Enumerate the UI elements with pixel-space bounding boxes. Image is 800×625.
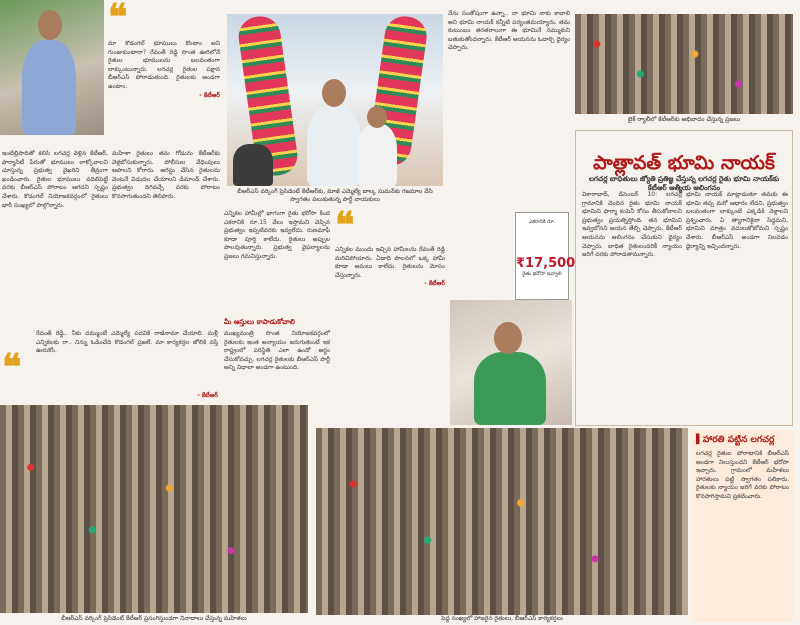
- quote-mark-icon: ❝: [108, 0, 128, 38]
- bullet-icon: ▌: [696, 435, 703, 445]
- middle-subheading: మీ ఆస్తులు కాపాడుకోవాలి: [224, 318, 295, 326]
- feature-headline: పాత్లావత్ భూమి నాయక్: [593, 152, 775, 174]
- quote-1-attribution: - కేటీఆర్: [199, 91, 220, 99]
- column-1-text: ఇంటిల్లిపాదితో కలిసి లగచర్ల వెళ్లిన కేటీఆర్, ఫార్మాసిటీ పేరుతో భూములు లాక్కోవాలని చూస్తున్న ప్రభుత్వ వైఖరిని తీవ్రంగా ఖండించారు. రైతుల భూములు వదిలిపెట్టే వరకు బీఆర్ఎస్ పోరాటం ఆగదని స్పష్టం చేశారు. కొడంగల్ నియోజకవర్గంలో రైతులు భారీ సంఖ్యలో పాల్గొన్నారు.: [2, 150, 108, 209]
- photo-farmers-crowd: [316, 428, 688, 615]
- column-2-text: మహిళా రైతులు తమ గోడును కేటీఆర్‌కు వెళ్లబోసుకున్నారు. పోలీసుల వేధింపులు ఆపాలని కోరారు. అరెస్టు చేసిన రైతులను వెంటనే విడుదల చేయాలని డిమాండ్ చేశారు. ప్రభుత్వం దిగివచ్చే వరకు పోరాటం కొనసాగుతుందని తెలిపారు.: [112, 150, 220, 200]
- sidebox-title: ▌హారతి పట్టిన లగచర్ల: [696, 435, 775, 445]
- caption-garland: బీఆర్ఎస్ వర్కింగ్ ప్రెసిడెంట్ కేటీఆర్‌కు, మాజీ ఎమ్మెల్యే బాల్క సుమన్‌కు గజమాల వేసి స్వాగతం పలుకుతున్న పార్టీ నాయకులు: [237, 188, 433, 203]
- placard-line-1: ఎకరానికి రూ.: [528, 219, 556, 225]
- quote-mark-icon: ❝: [335, 204, 355, 246]
- quote-block-3: [2, 330, 220, 402]
- feature-column-1: వికారాబాద్, డిసెంబర్ 10: లగచర్ల గ్రామానికి చెందిన రైతు భూమి నాయక్ భూమిని ఫార్మా కంపెనీ కోసం తీసుకోవాలని ప్రభుత్వం ప్రయత్నిస్తోంది. తన భూమిని ఇవ్వబోనని ఆయన తేల్చి చెప్పారు. కేటీఆర్ ఆయనను ఆలింగనం చేసుకుని ధైర్యం చెప్పారు. బాధిత రైతులందరికీ న్యాయం జరిగే వరకు పోరాడతామన్నారు.: [582, 191, 682, 259]
- caption-top-left: [2, 137, 102, 147]
- caption-bike-rally: బైక్ ర్యాలీలో కేటీఆర్‌కు అభివాదం చేస్తున్న ప్రజలు: [627, 116, 741, 123]
- column-4-text: ముఖ్యమంత్రి సొంత నియోజకవర్గంలో రైతులకు ఇంత అన్యాయం జరుగుతుంటే ఇక రాష్ట్రంలో పరిస్థితి ఎలా ఉందో అర్థం చేసుకోవచ్చు. లగచర్ల రైతులకు బీఆర్ఎస్ పార్టీ అన్ని విధాలా అండగా ఉంటుంది.: [224, 330, 330, 372]
- photo-women-crowd: [0, 405, 308, 613]
- placard-rythu-bharosa: [515, 212, 576, 300]
- sidebox-body: లగచర్ల రైతుల పోరాటానికి బీఆర్ఎస్ అండగా నిలుస్తుందని కేటీఆర్ భరోసా ఇచ్చారు. గ్రామంలో మహిళలు హారతులు పట్టి స్వాగతం పలికారు. రైతులకు న్యాయం జరిగే వరకు పోరాటం కొనసాగిస్తామని ప్రకటించారు.: [696, 450, 789, 500]
- photo-ktr-speaking: [450, 300, 572, 425]
- feature-subheading: లగచర్ల బాధితులు జ్యోతి ప్రతిజ్ఞ చేస్తున్న లగచర్ల రైతు భూమి నాయక్‌కు కేటీఆర్ ఆత్మీయ ఆలింగనం: [588, 175, 780, 192]
- feature-column-2: భూమి నాయక్ మాట్లాడుతూ తమకు ఈ భూమి తప్ప మరో ఆధారం లేదని, ప్రభుత్వం బలవంతంగా లాక్కుంటే ఎక్కడికి వెళ్లాలని ప్రశ్నించారు. ఏ త్యాగానికైనా సిద్ధమని, భూమిని మాత్రం వదులుకోబోమని స్పష్టం చేశారు. బీఆర్ఎస్ అండగా నిలవడం ధైర్యాన్ని ఇచ్చిందన్నారు.: [686, 191, 788, 250]
- caption-women-crowd: బీఆర్ఎస్ వర్కింగ్ ప్రెసిడెంట్ కేటీఆర్ ప్రసంగిస్తుండగా నినాదాలు చేస్తున్న మహిళలు: [61, 615, 247, 622]
- photo-ktr-waving: [0, 0, 104, 135]
- quote-3-attribution: - కేటీఆర్: [197, 392, 218, 399]
- quote-block-1: [108, 2, 220, 152]
- quote-block-2: [335, 204, 445, 325]
- placard-amount: ₹17,500: [516, 256, 576, 271]
- placard-line-2: రైతు భరోసా ఇవ్వాలి: [522, 271, 562, 277]
- quote-mark-icon: ❝: [2, 346, 22, 388]
- photo-bike-rally-crowd: [575, 14, 793, 114]
- quote-2-text: ఎన్నికల ముందు ఇచ్చిన హామీలను రేవంత్ రెడ్డి మరిచిపోయారు. ఏడాది పాలనలో ఒక్క హామీ కూడా అమలు కాలేదు. రైతులను మోసం చేస్తున్నారు.: [335, 246, 445, 279]
- quote-2-attribution: - కేటీఆర్: [424, 280, 445, 288]
- sidebox: [692, 430, 793, 622]
- column-3-text: ఎన్నికల హామీల్లో భాగంగా రైతు భరోసా కింద ఎకరానికి రూ.15 వేలు ఇస్తామని చెప్పిన ప్రభుత్వం ఇప్పటివరకు ఇవ్వలేదు. రుణమాఫీ కూడా పూర్తి కాలేదు. రైతులు అప్పుల పాలవుతున్నారు. ప్రభుత్వ వైఫల్యాలను ప్రజలు గమనిస్తున్నారు.: [224, 210, 330, 260]
- quote-1-text: మా కొడంగల్ భూములు కొంటాం అని గుంజుకుంటారా? రేవంత్ రెడ్డి సొంత ఊరిలోనే రైతుల భూములను బలవంతంగా లాక్కుంటున్నారు. లగచర్ల రైతుల పక్షాన బీఆర్ఎస్ పోరాడుతుంది. రైతులకు అండగా ఉంటాం.: [108, 40, 220, 90]
- photo-garland-welcome: [227, 14, 443, 186]
- feature-box: [575, 130, 793, 426]
- column-5-text: నేను సంతోషంగా ఉన్నా.. నా భూమి నాకు కావాలి అని భూమి నాయక్ కన్నీటి పర్యంతమయ్యారు. తమ కుటుంబం తరతరాలుగా ఈ భూమినే నమ్ముకుని బతుకుతోందన్నారు. కేటీఆర్ ఆయనను ఓదార్చి ధైర్యం చెప్పారు.: [448, 10, 570, 52]
- quote-3-text: రేవంత్ రెడ్డి.. నీకు దమ్ముంటే ఎమ్మెల్యే పదవికి రాజీనామా చేయాలి. మళ్లీ ఎన్నికలకు రా.. నిన్ను ఓడించేది కొడంగల్ ప్రజలే. మా కార్యకర్తల జోలికి వస్తే ఊరుకోం.: [36, 330, 218, 355]
- caption-farmers-crowd: పెద్ద సంఖ్యలో హాజరైన రైతులు, బీఆర్ఎస్ కార్యకర్తలు: [441, 615, 563, 622]
